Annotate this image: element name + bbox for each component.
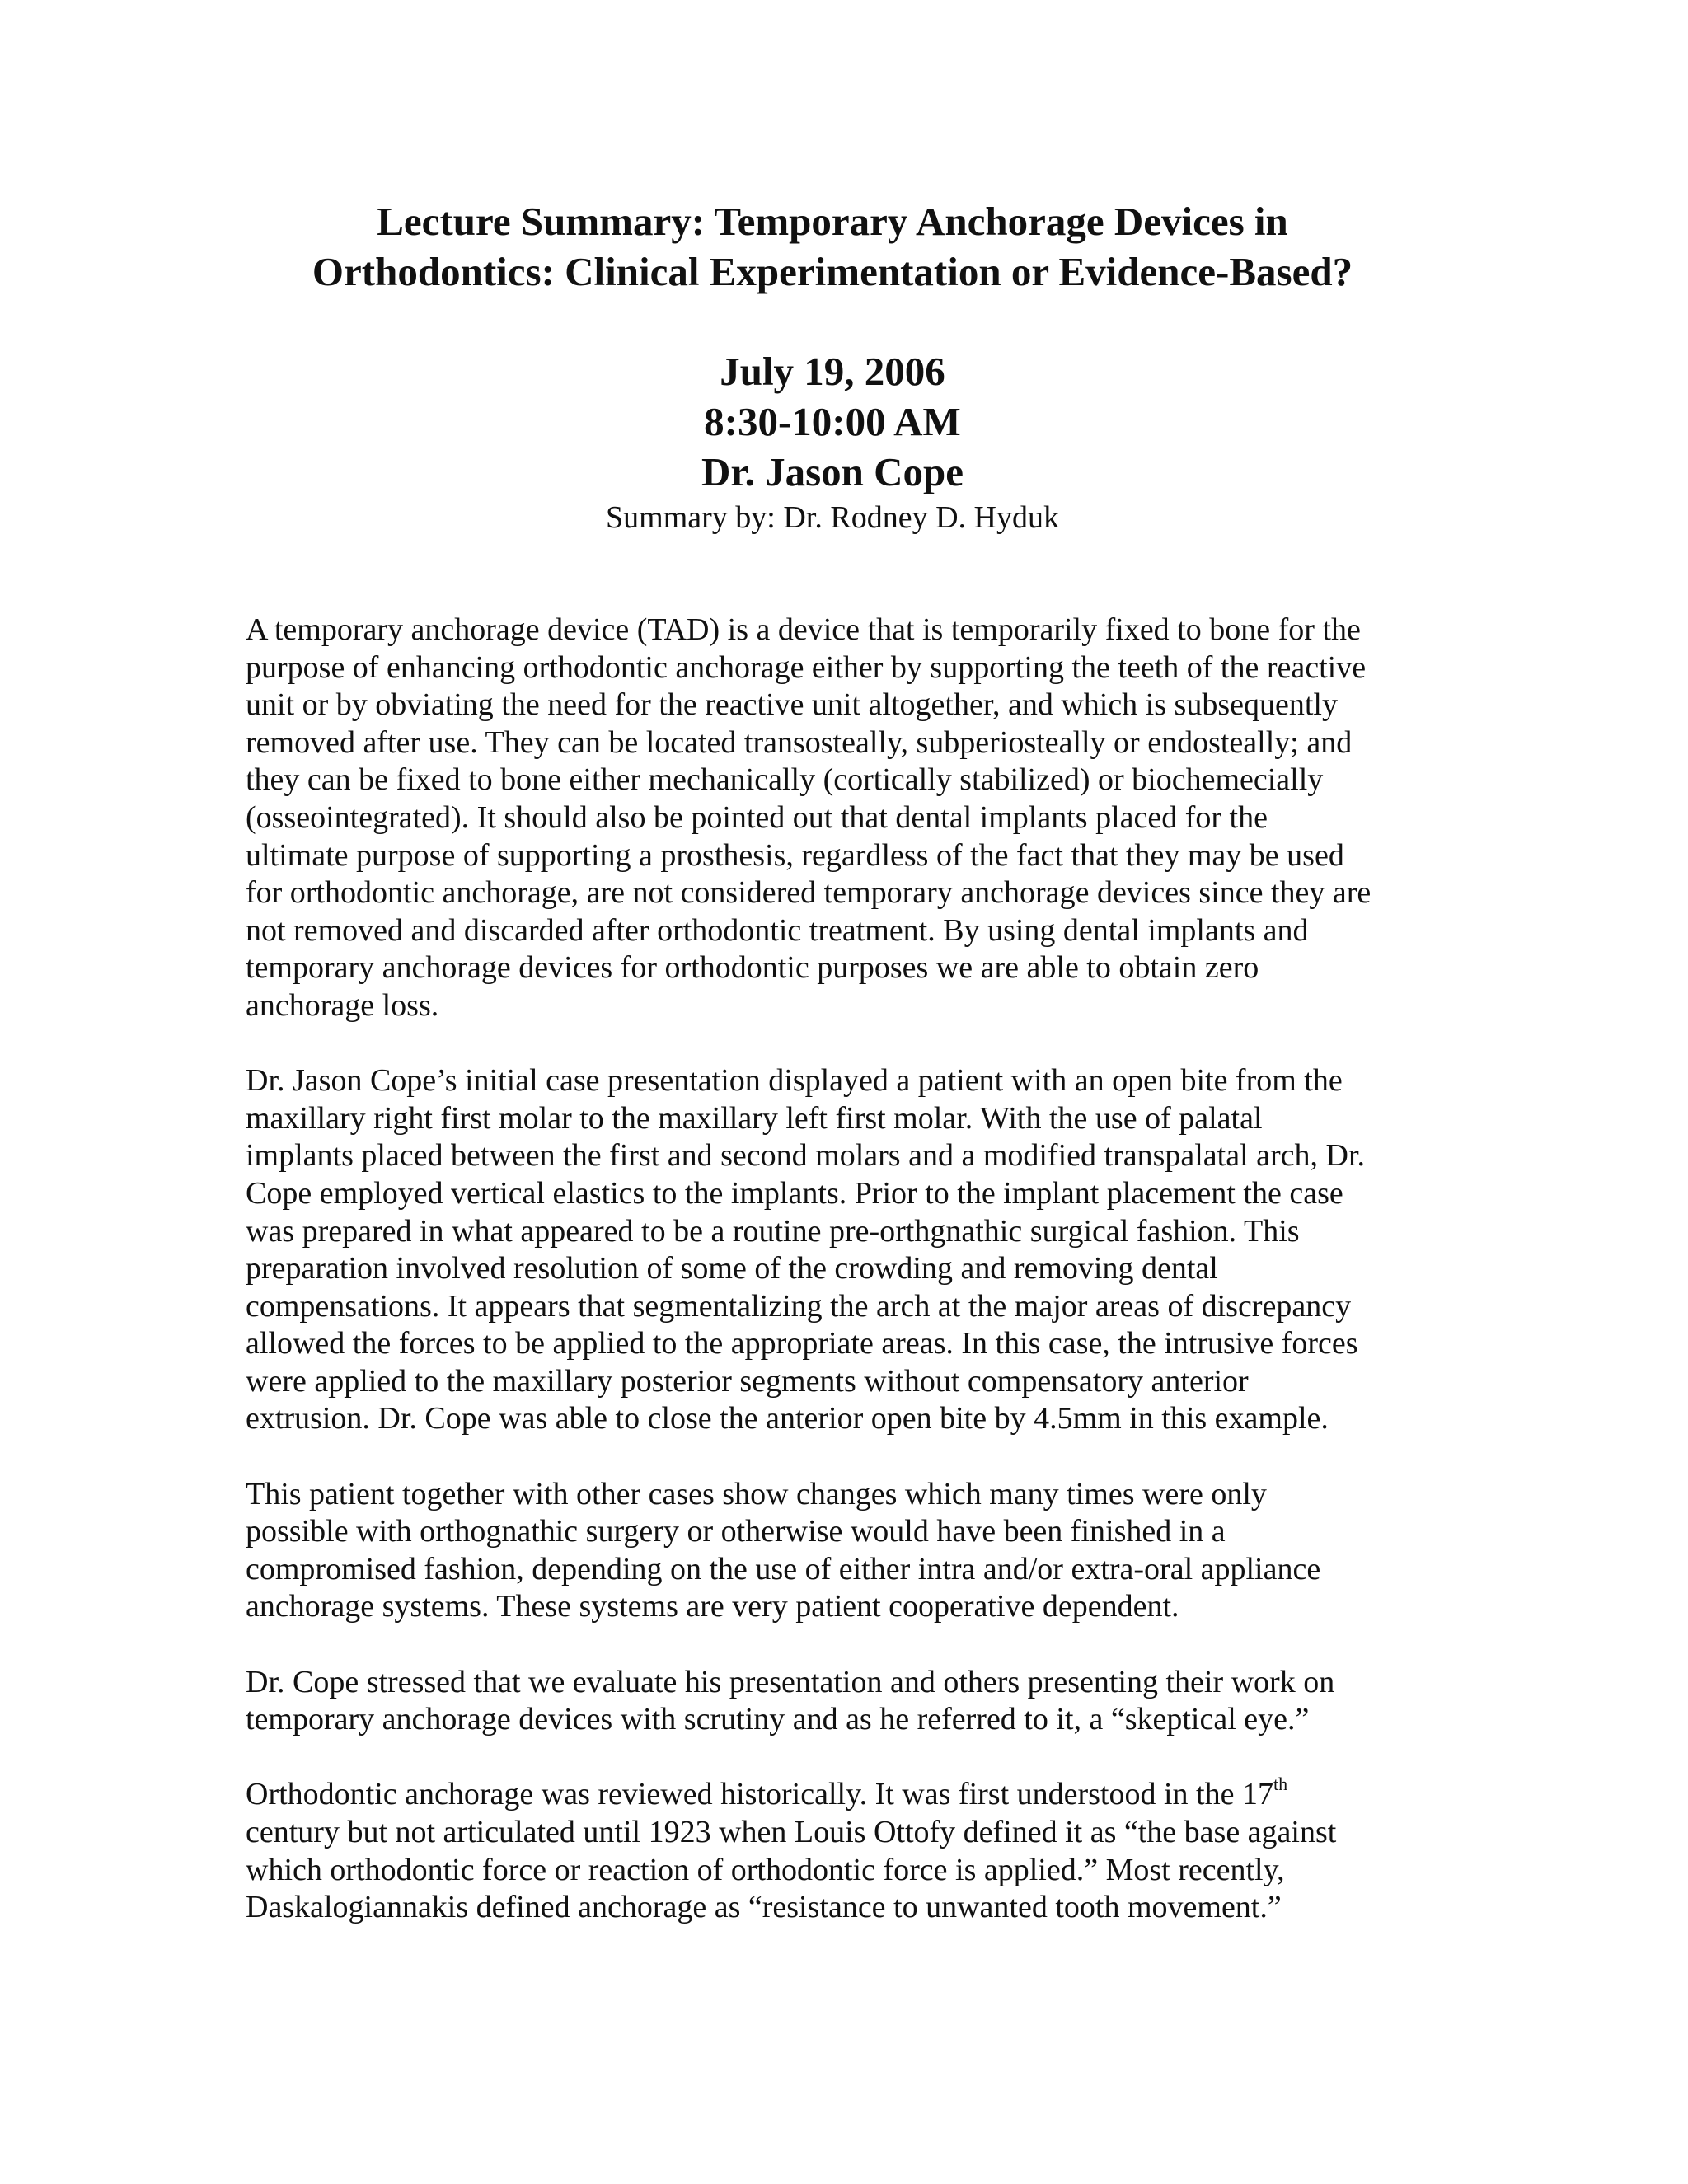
text-line: compensations. It appears that segmentalizing the arch at the major areas of discrepancy [246, 1288, 1352, 1324]
text-line: Daskalogiannakis defined anchorage as “resistance to unwanted tooth movement.” [246, 1890, 1282, 1925]
ordinal-superscript: th [1273, 1773, 1288, 1794]
text-line: anchorage systems. These systems are very patient cooperative dependent. [246, 1589, 1179, 1624]
text-line: preparation involved resolution of some of the crowding and removing dental [246, 1251, 1218, 1286]
paragraph-2 [246, 1062, 1449, 1438]
paragraph-4 [246, 1664, 1449, 1739]
text-line: they can be fixed to bone either mechanically (cortically stabilized) or biochemecially [246, 762, 1324, 798]
paragraph-3 [246, 1476, 1449, 1626]
paragraph-5 [246, 1773, 1449, 1926]
text-line: century but not articulated until 1923 when Louis Ottofy defined it as “the base against [246, 1815, 1337, 1849]
text-line: which orthodontic force or reaction of orthodontic force is applied.” Most recently, [246, 1852, 1285, 1887]
lecture-speaker: Dr. Jason Cope [701, 449, 964, 494]
summary-author: Summary by: Dr. Rodney D. Hyduk [606, 500, 1059, 535]
text-line: were applied to the maxillary posterior segments without compensatory anterior [246, 1363, 1249, 1399]
text-line: not removed and discarded after orthodontic treatment. By using dental implants and [246, 912, 1309, 948]
text-line: unit or by obviating the need for the reactive unit altogether, and which is subsequently [246, 687, 1338, 723]
text-run: Orthodontic anchorage was reviewed historically. It was first understood in the 17 [246, 1777, 1273, 1812]
document-title [239, 196, 1426, 297]
lecture-time: 8:30-10:00 AM [704, 399, 961, 444]
text-line: compromised fashion, depending on the use of either intra and/or extra-oral appliance [246, 1551, 1321, 1586]
text-line: possible with orthognathic surgery or otherwise would have been finished in a [246, 1514, 1226, 1549]
document-body [246, 612, 1449, 1964]
title-line-1: Lecture Summary: Temporary Anchorage Devices in [377, 199, 1288, 244]
title-line-2: Orthodontics: Clinical Experimentation or Evidence-Based? [312, 249, 1353, 294]
text-line: extrusion. Dr. Cope was able to close the anterior open bite by 4.5mm in this example. [246, 1401, 1329, 1436]
text-line [246, 1773, 1449, 1814]
text-line: anchorage loss. [246, 987, 439, 1023]
text-line: temporary anchorage devices for orthodontic purposes we are able to obtain zero [246, 950, 1259, 986]
text-line: maxillary right first molar to the maxillary left first molar. With the use of palatal [246, 1100, 1263, 1136]
text-line: ultimate purpose of supporting a prosthesis, regardless of the fact that they may be used [246, 837, 1344, 873]
text-line: temporary anchorage devices with scrutiny and as he referred to it, a “skeptical eye.” [246, 1702, 1310, 1737]
text-line: implants placed between the first and second molars and a modified transpalatal arch, Dr. [246, 1138, 1366, 1174]
paragraph-1 [246, 612, 1449, 1025]
text-line: Dr. Jason Cope’s initial case presentation displayed a patient with an open bite from the [246, 1063, 1343, 1099]
text-line: removed after use. They can be located transosteally, subperiosteally or endosteally; and [246, 724, 1353, 760]
text-line: A temporary anchorage device (TAD) is a device that is temporarily fixed to bone for the [246, 612, 1361, 647]
text-line: purpose of enhancing orthodontic anchorage either by supporting the teeth of the reactive [246, 649, 1367, 685]
text-line: Dr. Cope stressed that we evaluate his presentation and others presenting their work on [246, 1664, 1335, 1699]
text-line: (osseointegrated). It should also be pointed out that dental implants placed for the [246, 799, 1268, 835]
text-line: Cope employed vertical elastics to the implants. Prior to the implant placement the case [246, 1175, 1343, 1211]
text-line: This patient together with other cases show changes which many times were only [246, 1476, 1267, 1511]
lecture-meta [239, 346, 1426, 497]
text-line: allowed the forces to be applied to the appropriate areas. In this case, the intrusive forces [246, 1326, 1358, 1361]
text-line: was prepared in what appeared to be a routine pre-orthgnathic surgical fashion. This [246, 1213, 1300, 1249]
lecture-date: July 19, 2006 [720, 349, 945, 394]
text-line: for orthodontic anchorage, are not considered temporary anchorage devices since they are [246, 875, 1372, 911]
